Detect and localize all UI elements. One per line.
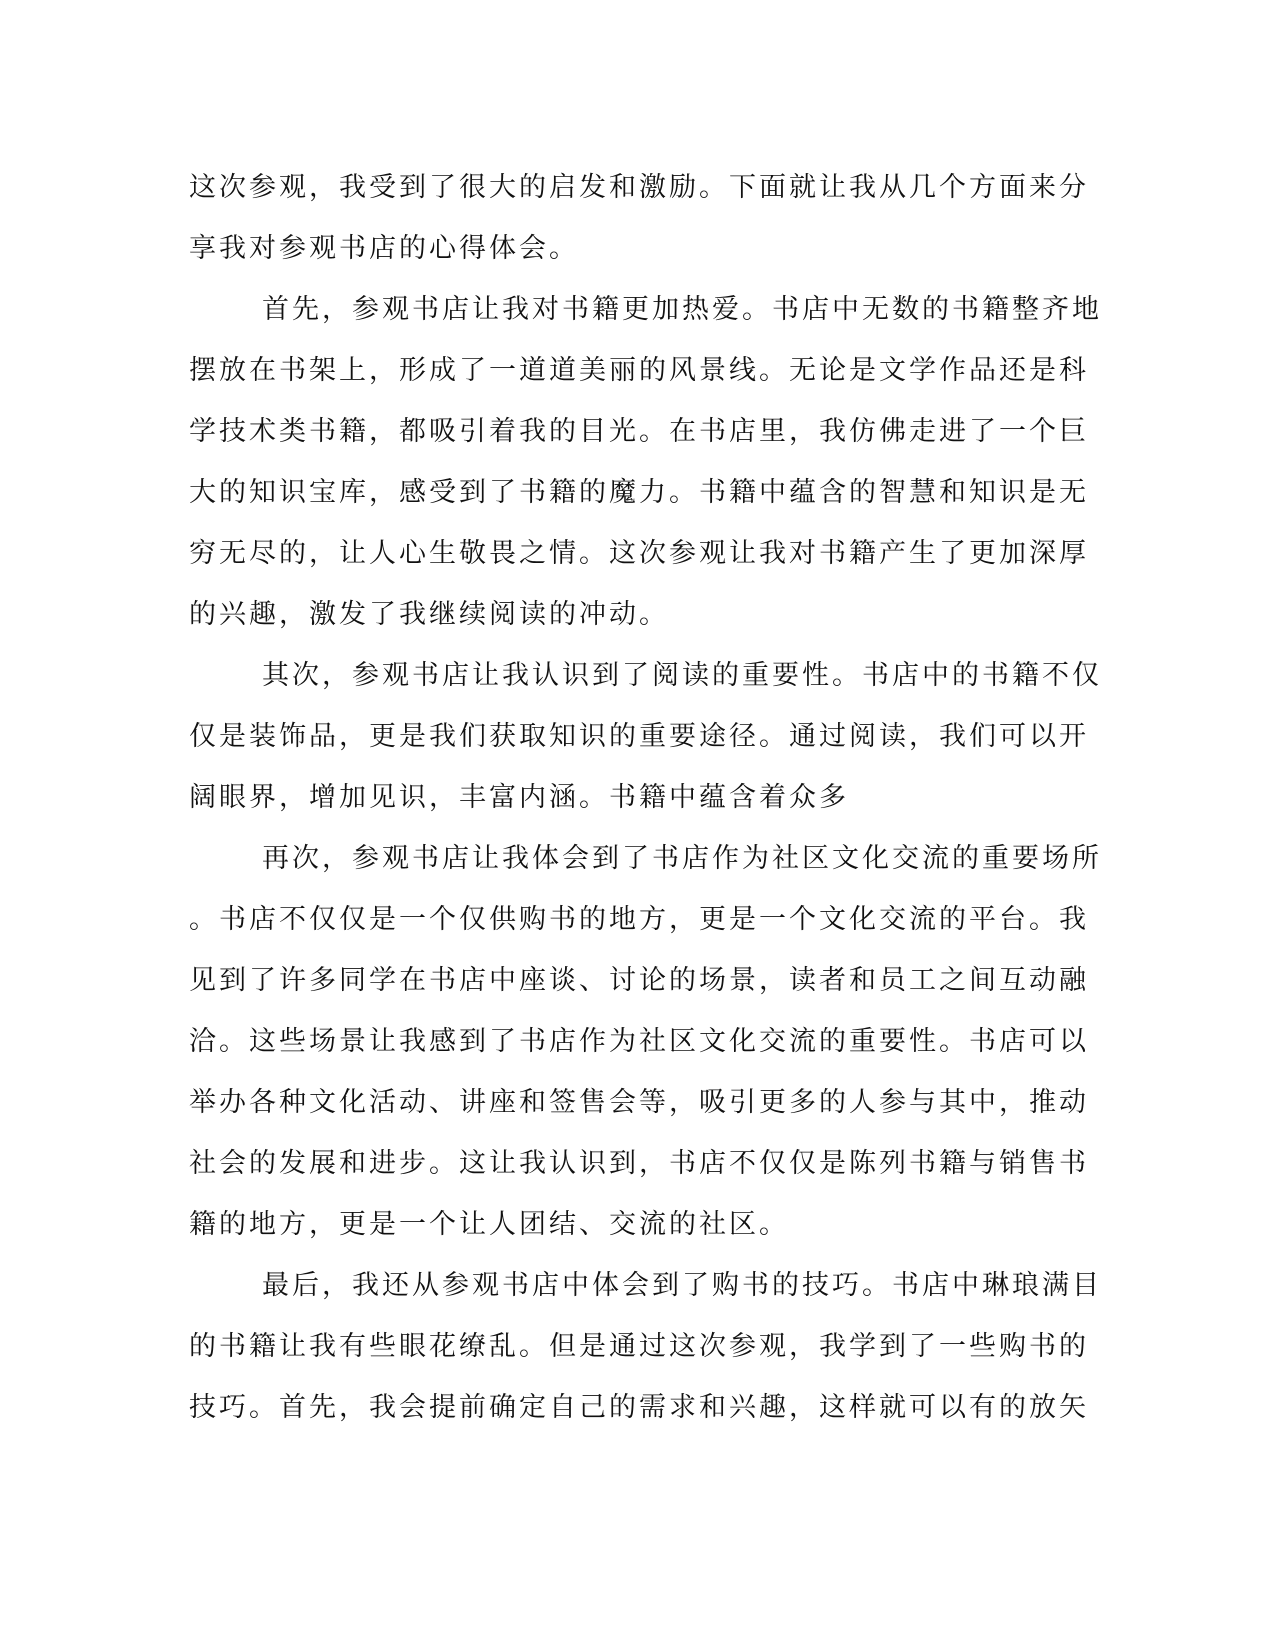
text-line: 大的知识宝库，感受到了书籍的魔力。书籍中蕴含的智慧和知识是无 [189,477,1089,508]
text-line: 见到了许多同学在书店中座谈、讨论的场景，读者和员工之间互动融 [189,965,1089,996]
text-line: 举办各种文化活动、讲座和签售会等，吸引更多的人参与其中，推动 [189,1087,1089,1118]
text-line: 。书店不仅仅是一个仅供购书的地方，更是一个文化交流的平台。我 [189,904,1089,935]
text-line: 的兴趣，激发了我继续阅读的冲动。 [189,599,669,630]
paragraph-first-line: 首先，参观书店让我对书籍更加热爱。书店中无数的书籍整齐地 [262,294,1102,325]
text-line: 的书籍让我有些眼花缭乱。但是通过这次参观，我学到了一些购书的 [189,1331,1089,1362]
text-line: 穷无尽的，让人心生敬畏之情。这次参观让我对书籍产生了更加深厚 [189,538,1089,569]
paragraph-first-line: 再次，参观书店让我体会到了书店作为社区文化交流的重要场所 [262,843,1102,874]
text-line: 仅是装饰品，更是我们获取知识的重要途径。通过阅读，我们可以开 [189,721,1089,752]
text-line: 洽。这些场景让我感到了书店作为社区文化交流的重要性。书店可以 [189,1026,1089,1057]
text-line: 社会的发展和进步。这让我认识到，书店不仅仅是陈列书籍与销售书 [189,1148,1089,1179]
text-line: 享我对参观书店的心得体会。 [189,233,579,264]
text-line: 这次参观，我受到了很大的启发和激励。下面就让我从几个方面来分 [189,172,1089,203]
paragraph-first-line: 其次，参观书店让我认识到了阅读的重要性。书店中的书籍不仅 [262,660,1102,691]
body-text [189,157,1102,1438]
text-line: 阔眼界，增加见识，丰富内涵。书籍中蕴含着众多 [189,782,849,813]
paragraph-first-line: 最后，我还从参观书店中体会到了购书的技巧。书店中琳琅满目 [262,1270,1102,1301]
text-line: 摆放在书架上，形成了一道道美丽的风景线。无论是文学作品还是科 [189,355,1089,386]
text-line: 籍的地方，更是一个让人团结、交流的社区。 [189,1209,789,1240]
text-line: 技巧。首先，我会提前确定自己的需求和兴趣，这样就可以有的放矢 [189,1392,1089,1423]
text-line: 学技术类书籍，都吸引着我的目光。在书店里，我仿佛走进了一个巨 [189,416,1089,447]
